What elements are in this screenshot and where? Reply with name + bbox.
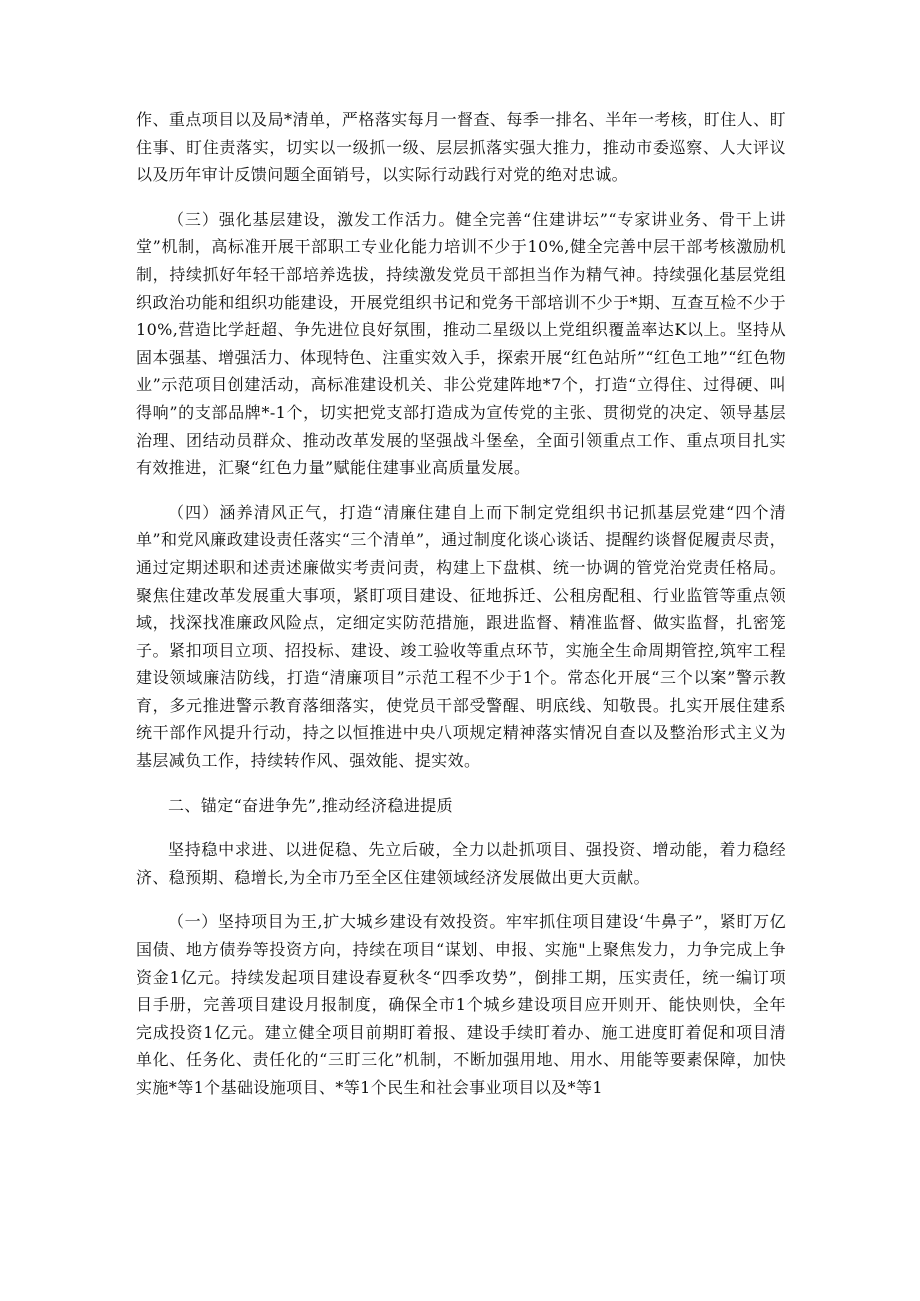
- paragraph-section-intro: 坚持稳中求进、以进促稳、先立后破，全力以赴抓项目、强投资、增动能，着力稳经济、稳预期、稳增长,为全市乃至全区住建领域经济发展做出更大贡献。: [136, 840, 786, 887]
- paragraph-project-investment: （一）坚持项目为王,扩大城乡建设有效投资。牢牢抓住项目建设‘牛鼻子”，紧盯万亿国债、地方债券等投资方向，持续在项目“谋划、申报、实施"上聚焦发力，力争完成上争资金1亿元。持续发起项目建设春夏秋冬“四季攻势”，倒排工期，压实责任，统一编订项目手册，完善项目建设月报制度，确保全市1个城乡建设项目应开则开、能快则快，全年完成投资1亿元。建立健全项目前期盯着报、建设手续盯着办、施工进度盯着促和项目清单化、任务化、责任化的“三盯三化”机制，不断加强用地、用水、用能等要素保障，加快实施*等1个基础设施项目、*等1个民生和社会事业项目以及*等1: [136, 912, 786, 1097]
- document-body: [136, 106, 786, 1119]
- paragraph-clean-governance: （四）涵养清风正气，打造“清廉住建自上而下制定党组织书记抓基层党建“四个清单”和党风廉政建设责任落实“三个清单”，通过制度化谈心谈话、提醒约谈督促履责尽责，通过定期述职和述责述廉做实考责问责，构建上下盘棋、统一协调的管党治党责任格局。聚焦住建改革发展重大事项，紧盯项目建设、征地拆迁、公租房配租、行业监管等重点领域，找深找准廉政风险点，定细定实防范措施，跟进监督、精准监督、做实监督，扎密笼子。紧扣项目立项、招投标、建设、竣工验收等重点环节，实施全生命周期管控,筑牢工程建设领域廉洁防线，打造“清廉项目”示范工程不少于1个。常态化开展“三个以案”警示教育，多元推进警示教育落细落实，使党员干部受警醒、明底线、知敬畏。扎实开展住建系统干部作风提升行动，持之以恒推进中央八项规定精神落实情况自查以及整治形式主义为基层减负工作，持续转作风、强效能、提实效。: [136, 502, 786, 771]
- paragraph-continued: 作、重点项目以及局*清单，严格落实每月一督查、每季一排名、半年一考核，盯住人、盯住事、盯住责落实，切实以一级抓一级、层层抓落实强大推力，推动市委巡察、人大评议以及历年审计反馈问题全面销号，以实际行动践行对党的绝对忠诚。: [136, 110, 786, 185]
- section-heading: 二、锚定“奋进争先”,推动经济稳进提质: [168, 795, 454, 815]
- paragraph-strengthen-grassroots: （三）强化基层建设，激发工作活力。健全完善“住建讲坛”“专家讲业务、骨干上讲堂”机制，高标准开展干部职工专业化能力培训不少于10%,健全完善中层干部考核激励机制，持续抓好年轻干部培养选拔，持续激发党员干部担当作为精气神。持续强化基层党组织政治功能和组织功能建设，开展党组织书记和党务干部培训不少于*期、互查互检不少于10%,营造比学赶超、争先进位良好氛围，推动二星级以上党组织覆盖率达K以上。坚持从固本强基、增强活力、体现特色、注重实效入手，探索开展“红色站所”“红色工地”“红色物业”示范项目创建活动，高标准建设机关、非公党建阵地*7个，打造“立得住、过得硬、叫得响”的支部品牌*-1个，切实把党支部打造成为宣传党的主张、贯彻党的决定、领导基层治理、团结动员群众、推动改革发展的坚强战斗堡垒，全面引领重点工作、重点项目扎实有效推进，汇聚“红色力量”赋能住建事业高质量发展。: [136, 209, 786, 478]
